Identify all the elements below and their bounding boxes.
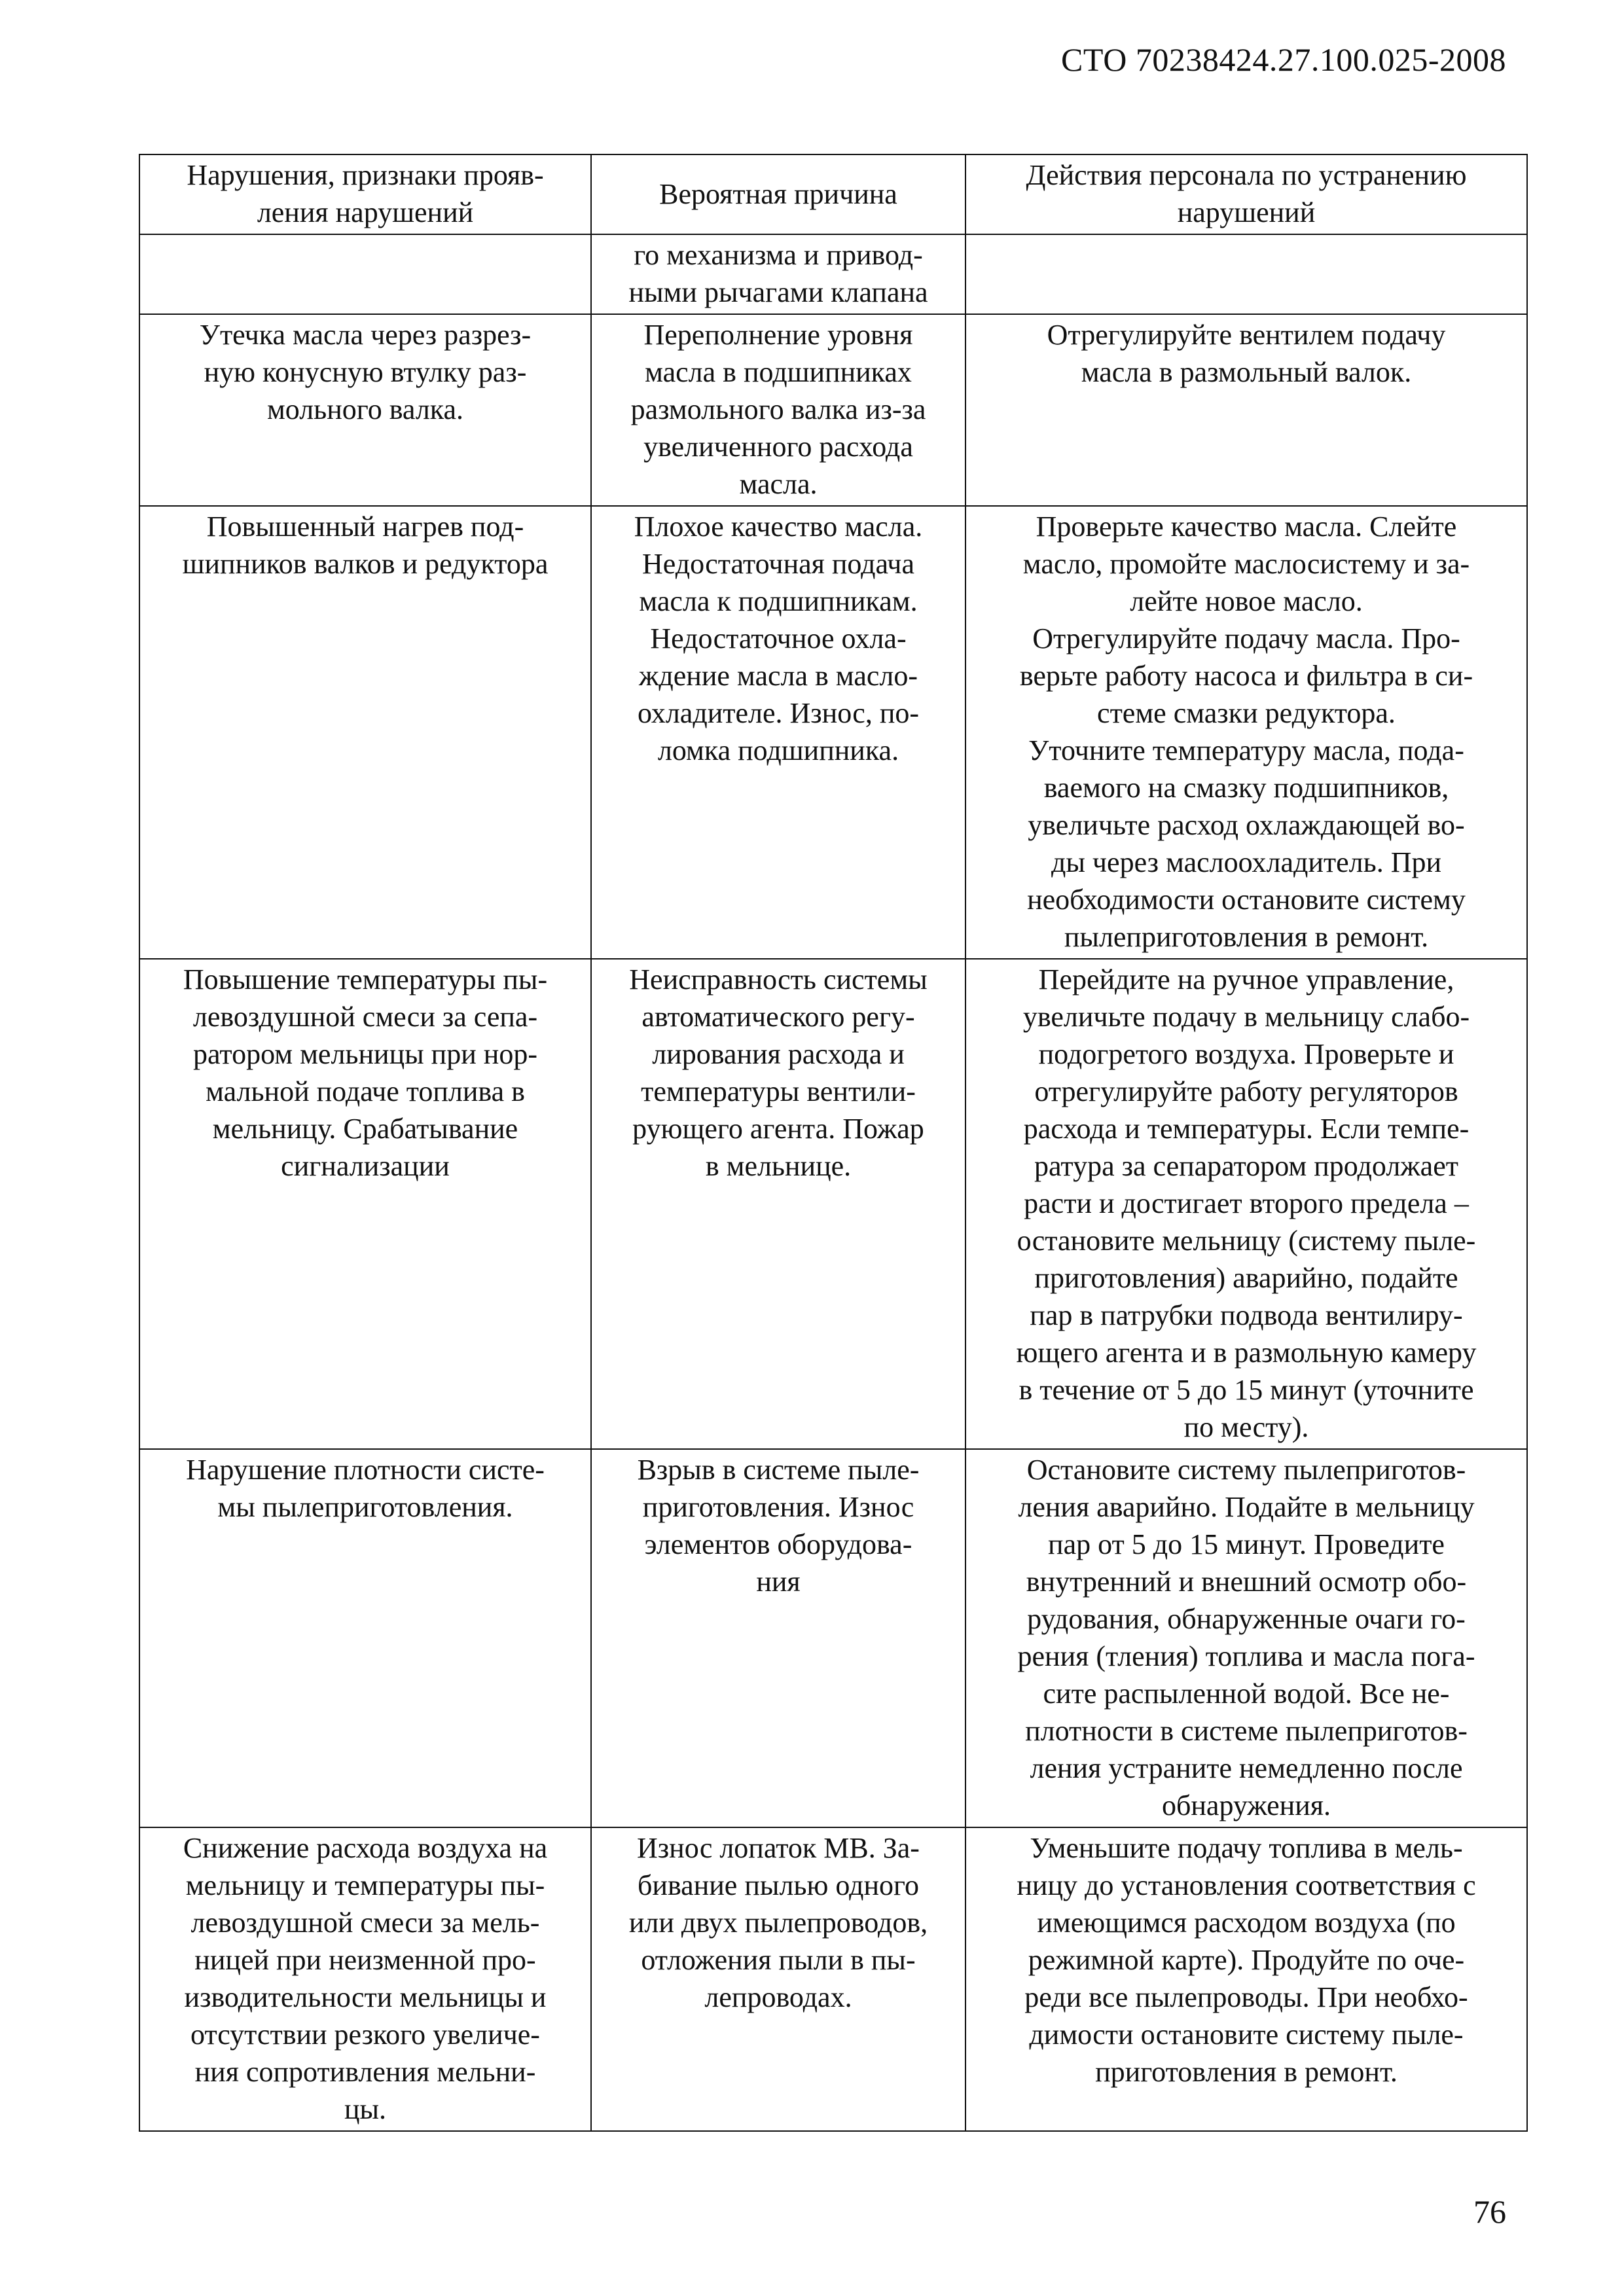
action-cell — [965, 234, 1527, 314]
cell-line: сигнализации — [281, 1150, 450, 1182]
table-row — [139, 314, 1527, 506]
cell-line: в мельнице. — [705, 1150, 852, 1182]
cell-line: го механизма и привод- — [634, 239, 923, 271]
symptom-cell — [139, 1449, 591, 1827]
cell-line: стеме смазки редуктора. — [1097, 697, 1396, 729]
cell-line: ления аварийно. Подайте в мельницу — [1018, 1491, 1475, 1523]
action-cell — [965, 314, 1527, 506]
cell-line: увеличенного расхода — [643, 431, 913, 463]
cell-line: Износ лопаток МВ. За- — [637, 1832, 920, 1864]
cell-line: мольного валка. — [266, 393, 464, 425]
cell-line: Уменьшите подачу топлива в мель- — [1030, 1832, 1463, 1864]
header-line: Нарушения, признаки прояв- — [187, 159, 544, 191]
cell-line: масла к подшипникам. — [639, 585, 918, 617]
cell-line: масла. — [739, 468, 818, 500]
symptom-cell — [139, 234, 591, 314]
cell-line: мельницу и температуры пы- — [185, 1869, 545, 1901]
cell-line: ную конусную втулку раз- — [204, 356, 527, 388]
cell-line: реди все пылепроводы. При необхо- — [1024, 1981, 1468, 2013]
column-header-action — [965, 154, 1527, 234]
cell-line: Снижение расхода воздуха на — [183, 1832, 548, 1864]
cell-line: отсутствии резкого увеличе- — [190, 2018, 540, 2051]
cell-line: цы. — [344, 2093, 387, 2125]
cell-line: размольного валка из-за — [630, 393, 926, 425]
cell-line: ницей при неизменной про- — [194, 1944, 536, 1976]
table-row — [139, 1827, 1527, 2131]
cell-line: охладителе. Износ, по- — [637, 697, 920, 729]
cell-line: масло, промойте маслосистему и за- — [1022, 548, 1470, 580]
cell-line: Нарушение плотности систе- — [186, 1454, 545, 1486]
cell-line: режимной карте). Продуйте по оче- — [1028, 1944, 1465, 1976]
cause-cell — [591, 959, 965, 1449]
cell-line: лирования расхода и — [652, 1038, 905, 1070]
table-row — [139, 959, 1527, 1449]
symptom-cell — [139, 314, 591, 506]
header-line: нарушений — [1177, 196, 1316, 228]
cell-line: димости остановите систему пыле- — [1029, 2018, 1464, 2051]
cell-line: расти и достигает второго предела – — [1024, 1187, 1469, 1219]
document-code: СТО 70238424.27.100.025-2008 — [1061, 41, 1506, 78]
cell-line: лепроводах. — [704, 1981, 852, 2013]
cell-line: ными рычагами клапана — [628, 276, 928, 308]
cause-cell — [591, 1827, 965, 2131]
cell-line: необходимости остановите систему — [1027, 884, 1466, 916]
cell-line: масла в размольный валок. — [1081, 356, 1412, 388]
cell-line: ждение масла в масло- — [638, 660, 918, 692]
cell-line: ваемого на смазку подшипников, — [1043, 772, 1449, 804]
cell-line: или двух пылепроводов, — [628, 1907, 928, 1939]
column-header-cause — [591, 154, 965, 234]
cell-line: по месту). — [1183, 1411, 1309, 1443]
cell-line: расхода и температуры. Если темпе- — [1023, 1113, 1470, 1145]
cell-line: Уточните температуру масла, пода- — [1028, 734, 1464, 766]
cell-line: температуры вентили- — [641, 1075, 916, 1107]
cause-cell — [591, 1449, 965, 1827]
cell-line: сите распыленной водой. Все не- — [1043, 1677, 1450, 1710]
cell-line: пар от 5 до 15 минут. Проведите — [1048, 1528, 1445, 1560]
cell-line: Плохое качество масла. — [634, 511, 923, 543]
cell-line: подогретого воздуха. Проверьте и — [1038, 1038, 1454, 1070]
cell-line: ломка подшипника. — [657, 734, 899, 766]
cause-cell — [591, 506, 965, 959]
table-row — [139, 1449, 1527, 1827]
cell-line: ратором мельницы при нор- — [193, 1038, 537, 1070]
cell-line: левоздушной смеси за мель- — [190, 1907, 540, 1939]
cell-line: Отрегулируйте вентилем подачу — [1047, 319, 1446, 351]
cell-line: шипников валков и редуктора — [182, 548, 549, 580]
cell-line: остановите мельницу (систему пыле- — [1017, 1225, 1476, 1257]
cell-line: ления устраните немедленно после — [1030, 1752, 1463, 1784]
symptom-cell — [139, 506, 591, 959]
cell-line: внутренний и внешний осмотр обо- — [1026, 1566, 1467, 1598]
cell-line: Остановите систему пылеприготов- — [1026, 1454, 1466, 1486]
action-cell — [965, 959, 1527, 1449]
cell-line: Повышенный нагрев под- — [206, 511, 524, 543]
troubleshooting-table — [139, 154, 1528, 2132]
cell-line: увеличьте расход охлаждающей во- — [1028, 809, 1465, 841]
cell-line: рующего агента. Пожар — [632, 1113, 924, 1145]
cell-line: Переполнение уровня — [643, 319, 913, 351]
table-row — [139, 234, 1527, 314]
cell-line: ния — [756, 1566, 801, 1598]
symptom-cell — [139, 1827, 591, 2131]
cell-line: отложения пыли в пы- — [641, 1944, 916, 1976]
cell-line: приготовления) аварийно, подайте — [1034, 1262, 1458, 1294]
column-header-symptom — [139, 154, 591, 234]
cell-line: плотности в системе пылеприготов- — [1025, 1715, 1468, 1747]
cell-line: ды через маслоохладитель. При — [1051, 846, 1442, 878]
cell-line: рения (тления) топлива и масла пога- — [1017, 1640, 1475, 1672]
header-row — [139, 154, 1527, 234]
symptom-cell — [139, 959, 591, 1449]
cell-line: Проверьте качество масла. Слейте — [1036, 511, 1457, 543]
header-line: Вероятная причина — [659, 177, 897, 210]
cell-line: мельницу. Срабатывание — [212, 1113, 518, 1145]
cell-line: приготовления. Износ — [642, 1491, 914, 1523]
cell-line: изводительности мельницы и — [184, 1981, 547, 2013]
cell-line: Перейдите на ручное управление, — [1038, 963, 1454, 996]
cause-cell — [591, 314, 965, 506]
cell-line: бивание пылью одного — [638, 1869, 919, 1901]
cell-line: автоматического регу- — [641, 1001, 915, 1033]
cell-line: Утечка масла через разрез- — [199, 319, 532, 351]
cell-line: Взрыв в системе пыле- — [637, 1454, 920, 1486]
action-cell — [965, 1449, 1527, 1827]
cell-line: левоздушной смеси за сепа- — [192, 1001, 538, 1033]
cell-line: ния сопротивления мельни- — [194, 2056, 536, 2088]
table-row — [139, 506, 1527, 959]
cell-line: ратура за сепаратором продолжает — [1034, 1150, 1458, 1182]
header-line: ления нарушений — [257, 196, 474, 228]
cell-line: обнаружения. — [1162, 1789, 1331, 1821]
table-header — [139, 154, 1527, 234]
cell-line: увеличьте подачу в мельницу слабо- — [1022, 1001, 1470, 1033]
cell-line: Неисправность системы — [629, 963, 928, 996]
cell-line: масла в подшипниках — [645, 356, 912, 388]
cell-line: мы пылеприготовления. — [217, 1491, 513, 1523]
cell-line: пылеприготовления в ремонт. — [1064, 921, 1429, 953]
cell-line: в течение от 5 до 15 минут (уточните — [1019, 1374, 1474, 1406]
cell-line: рудования, обнаруженные очаги го- — [1027, 1603, 1466, 1635]
header-line: Действия персонала по устранению — [1026, 159, 1467, 191]
cell-line: лейте новое масло. — [1130, 585, 1363, 617]
cell-line: приготовления в ремонт. — [1095, 2056, 1398, 2088]
cell-line: верьте работу насоса и фильтра в си- — [1019, 660, 1473, 692]
page-number: 76 — [1473, 2193, 1506, 2230]
table-body — [139, 234, 1527, 2131]
cell-line: Отрегулируйте подачу масла. Про- — [1032, 622, 1460, 655]
action-cell — [965, 1827, 1527, 2131]
cell-line: Недостаточное охла- — [650, 622, 907, 655]
cell-line: пар в патрубки подвода вентилиру- — [1030, 1299, 1463, 1331]
cell-line: ющего агента и в размольную камеру — [1016, 1336, 1477, 1369]
cell-line: Повышение температуры пы- — [183, 963, 548, 996]
cell-line: Недостаточная подача — [642, 548, 914, 580]
action-cell — [965, 506, 1527, 959]
cell-line: ницу до установления соответствия с — [1017, 1869, 1476, 1901]
cell-line: отрегулируйте работу регуляторов — [1034, 1075, 1458, 1107]
cell-line: элементов оборудова- — [644, 1528, 912, 1560]
cell-line: мальной подаче топлива в — [206, 1075, 525, 1107]
cell-line: имеющимся расходом воздуха (по — [1037, 1907, 1456, 1939]
cause-cell — [591, 234, 965, 314]
